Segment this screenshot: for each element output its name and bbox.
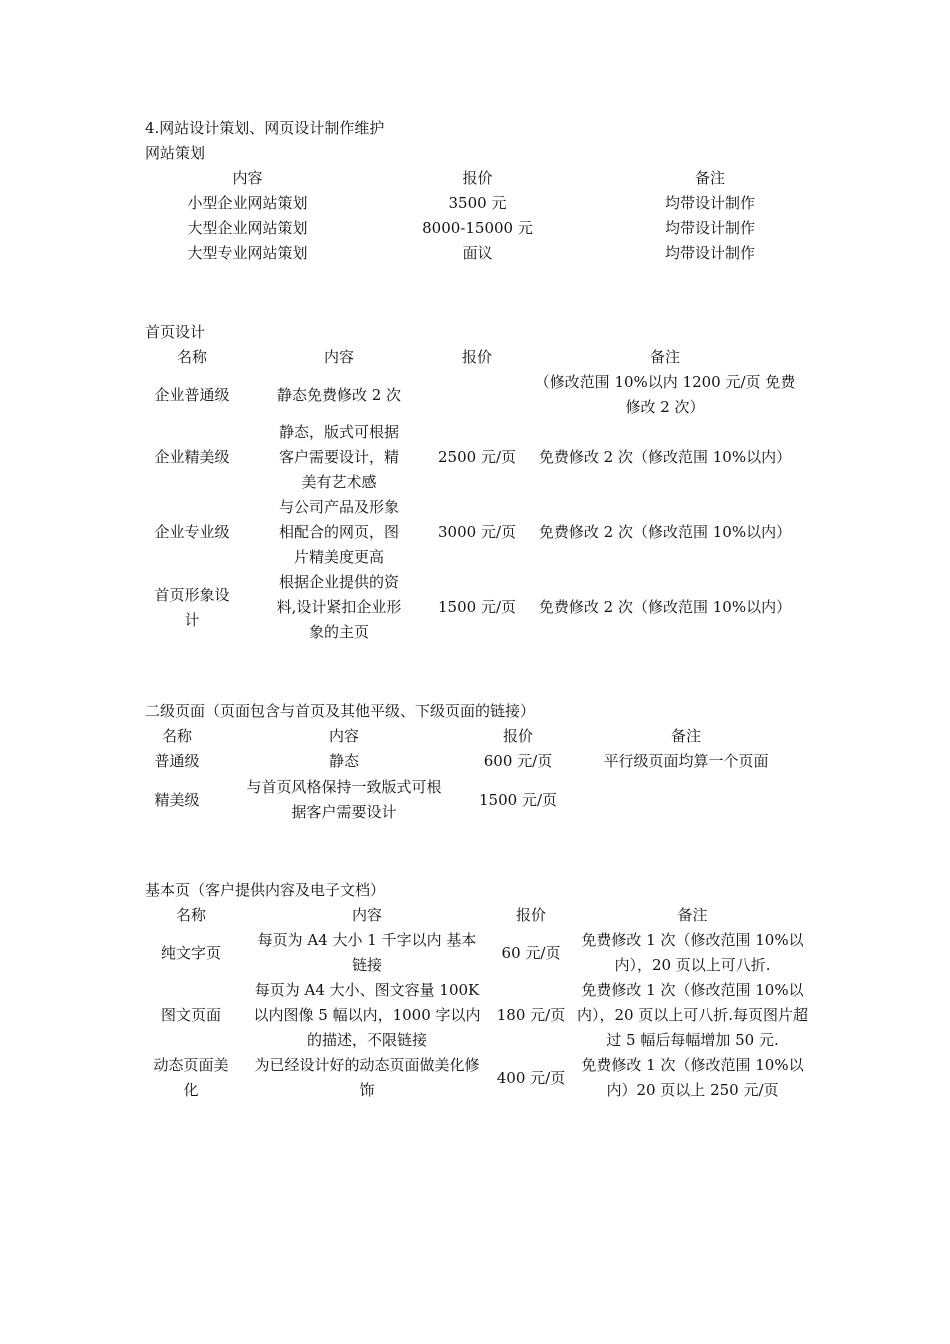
basic-title: 基本页（客户提供内容及电子文档） — [145, 881, 386, 899]
table-row — [140, 570, 810, 645]
table-cell: 面议 — [462, 244, 493, 262]
header-cell: 内容 — [232, 169, 263, 187]
planning-table — [145, 166, 815, 266]
table-cell: 180 元/页 — [496, 1006, 566, 1024]
table-cell: 企业普通级 — [154, 385, 230, 404]
table-cell: 平行级页面均算一个页面 — [603, 752, 769, 770]
table-cell: 静态 — [328, 752, 359, 770]
header-cell: 报价 — [502, 727, 533, 745]
table-row — [140, 370, 810, 420]
table-cell: 3000 元/页 — [438, 523, 516, 541]
header-cell: 报价 — [462, 169, 493, 187]
table-cell: 动态页面美化 — [153, 1056, 229, 1099]
table-cell: 600 元/页 — [483, 752, 553, 770]
table-row — [140, 1053, 815, 1103]
header-cell: 内容 — [328, 727, 359, 745]
table-row — [140, 495, 810, 570]
table-cell: 3500 元 — [448, 194, 507, 212]
table-cell: 为已经设计好的动态页面做美化修饰 — [254, 1056, 480, 1099]
homepage-title: 首页设计 — [145, 323, 206, 341]
table-cell: 与首页风格保持一致版式可根据客户需要设计 — [246, 778, 442, 821]
table-cell: 每页为 A4 大小、图文容量 100K 以内图像 5 幅以内，1000 字以内的描述，不限链接 — [253, 981, 481, 1049]
table-cell: 400 元/页 — [496, 1068, 566, 1087]
header-cell: 备注 — [694, 169, 725, 187]
secondary-title: 二级页面（页面包含与首页及其他平级、下级页面的链接） — [145, 702, 536, 720]
table-cell: 2500 元/页 — [438, 448, 516, 466]
table-cell: 大型企业网站策划 — [187, 219, 308, 237]
header-cell: 名称 — [161, 727, 192, 745]
table-cell: 大型专业网站策划 — [187, 244, 308, 262]
header-cell: 内容 — [323, 348, 354, 366]
table-header-row — [140, 903, 815, 928]
table-row — [140, 774, 810, 826]
homepage-table — [140, 345, 810, 645]
header-cell: 备注 — [670, 727, 701, 745]
header-cell: 名称 — [175, 906, 206, 924]
table-cell: 根据企业提供的资料,设计紧扣企业形象的主页 — [276, 573, 402, 641]
table-cell: 1500 元/页 — [438, 598, 516, 616]
secondary-table — [140, 724, 810, 826]
table-cell: 精美级 — [154, 790, 200, 809]
table-cell: 与公司产品及形象相配合的网页，图片精美度更高 — [278, 498, 399, 566]
table-cell: 纯文字页 — [160, 943, 221, 962]
table-cell: 静态免费修改 2 次 — [276, 385, 402, 404]
table-cell: （修改范围 10%以内 1200 元/页 免费修改 2 次） — [534, 373, 796, 416]
table-cell: 免费修改 2 次（修改范围 10%以内） — [538, 523, 792, 541]
header-cell: 报价 — [515, 906, 546, 924]
table-cell: 60 元/页 — [501, 943, 561, 962]
table-header-row — [145, 166, 815, 191]
table-cell: 普通级 — [154, 752, 200, 770]
table-cell: 首页形象设计 — [154, 585, 230, 629]
basic-table — [140, 903, 815, 1103]
header-cell: 报价 — [461, 348, 492, 366]
header-cell: 备注 — [677, 906, 708, 924]
section-title: 4.网站设计策划、网页设计制作维护 — [145, 119, 385, 137]
table-row — [145, 191, 815, 216]
table-cell: 企业专业级 — [154, 523, 230, 541]
table-row — [140, 978, 815, 1053]
table-cell: 免费修改 1 次（修改范围 10%以内），20 页以上可八折. — [581, 931, 804, 974]
table-cell: 企业精美级 — [154, 448, 230, 466]
table-cell: 免费修改 1 次（修改范围 10%以内）20 页以上 250 元/页 — [581, 1056, 804, 1099]
table-row — [140, 749, 810, 774]
table-cell: 小型企业网站策划 — [187, 194, 308, 212]
table-cell: 静态，版式可根据客户需要设计，精美有艺术感 — [278, 423, 399, 491]
header-cell: 名称 — [176, 348, 207, 366]
table-cell: 均带设计制作 — [664, 194, 755, 212]
table-cell: 图文页面 — [160, 1006, 221, 1024]
table-cell: 8000-15000 元 — [422, 219, 533, 237]
table-cell: 免费修改 2 次（修改范围 10%以内） — [538, 598, 792, 616]
table-row — [145, 216, 815, 241]
table-header-row — [140, 724, 810, 749]
table-cell — [434, 370, 520, 420]
table-cell: 均带设计制作 — [664, 219, 755, 237]
table-cell: 均带设计制作 — [664, 244, 755, 262]
table-cell: 免费修改 1 次（修改范围 10%以内），20 页以上可八折.每页图片超过 5 幅后每幅增加 50 元. — [576, 981, 809, 1049]
planning-title: 网站策划 — [145, 144, 206, 162]
table-cell: 每页为 A4 大小 1 千字以内 基本链接 — [257, 931, 477, 974]
table-header-row — [140, 345, 810, 370]
table-cell: 1500 元/页 — [479, 790, 557, 809]
header-cell: 备注 — [649, 348, 680, 366]
table-row — [145, 241, 815, 266]
table-cell: 免费修改 2 次（修改范围 10%以内） — [538, 448, 792, 466]
table-row — [140, 928, 815, 978]
table-row — [140, 420, 810, 495]
table-cell — [562, 774, 810, 826]
header-cell: 内容 — [351, 906, 382, 924]
